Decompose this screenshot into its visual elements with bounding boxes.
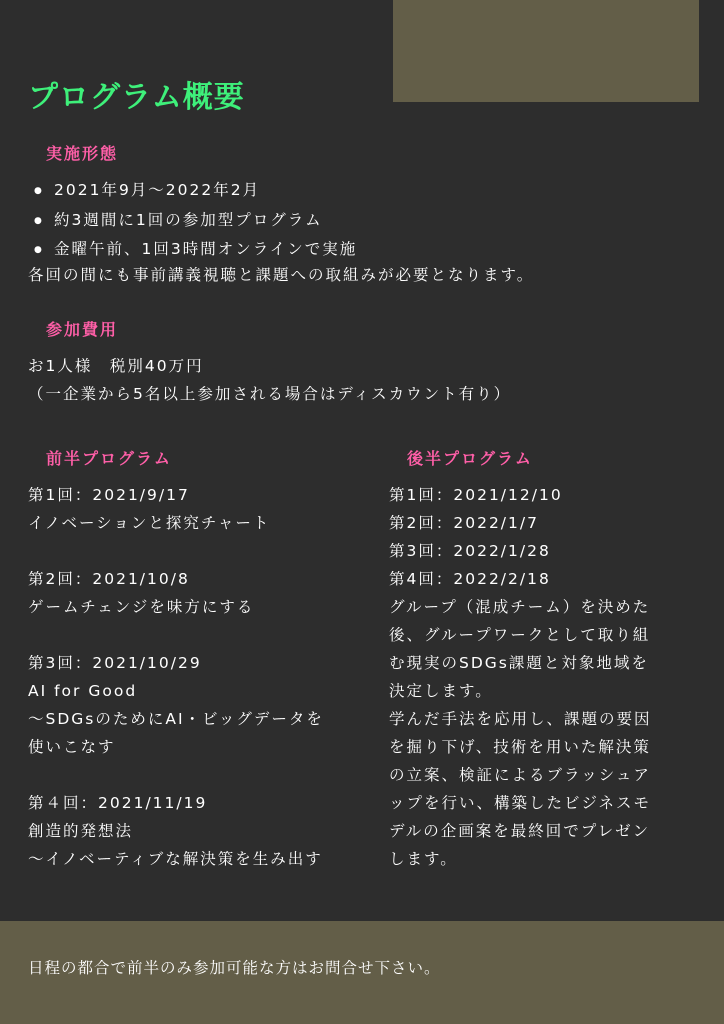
fee-heading: 参加費用 xyxy=(46,320,119,339)
description-line: を掘り下げ、技術を用いた解決策 xyxy=(389,738,651,756)
description-line: デルの企画案を最終回でプレゼン xyxy=(389,822,651,840)
description-line: 学んだ手法を応用し、課題の要因 xyxy=(389,710,652,728)
format-heading: 実施形態 xyxy=(46,144,119,163)
description-line: 後、グループワークとして取り組 xyxy=(389,626,651,644)
session-topic: 〜SDGsのためにAI・ビッグデータを xyxy=(28,710,324,728)
session-date: 第1回：2021/9/17 xyxy=(28,486,190,504)
session-date: 第4回：2022/2/18 xyxy=(389,570,551,588)
second-half-sessions xyxy=(389,481,652,873)
session-date: 第４回：2021/11/19 xyxy=(28,794,208,812)
description-line: の立案、検証によるブラッシュア xyxy=(389,766,651,784)
footer-note: 日程の都合で前半のみ参加可能な方はお問合せ下さい。 xyxy=(28,959,441,977)
description-line: 決定します。 xyxy=(389,682,493,700)
format-bullet: ● 金曜午前、1回3時間オンラインで実施 xyxy=(28,235,357,265)
description-line: グループ（混成チーム）を決めた xyxy=(389,598,651,616)
session-date: 第3回：2021/10/29 xyxy=(28,654,202,672)
session-topic: 使いこなす xyxy=(28,738,116,756)
fee-discount: （一企業から5名以上参加される場合はディスカウント有り） xyxy=(28,385,512,403)
first-half-heading: 前半プログラム xyxy=(46,449,172,468)
session-topic: イノベーションと探究チャート xyxy=(28,514,271,532)
session-date: 第2回：2022/1/7 xyxy=(389,514,539,532)
session-topic: 創造的発想法 xyxy=(28,822,134,840)
top-accent-block xyxy=(393,0,699,102)
format-note: 各回の間にも事前講義視聴と課題への取組みが必要となります。 xyxy=(28,266,535,284)
page-title: プログラム概要 xyxy=(28,80,245,115)
description-line: む現実のSDGs課題と対象地域を xyxy=(389,654,649,672)
session-date: 第1回：2021/12/10 xyxy=(389,486,563,504)
first-half-sessions xyxy=(28,481,324,873)
session-date: 第3回：2022/1/28 xyxy=(389,542,551,560)
format-bullet: ● 約3週間に1回の参加型プログラム xyxy=(28,206,357,236)
session-topic: ゲームチェンジを味方にする xyxy=(28,598,255,616)
session-topic: 〜イノベーティブな解決策を生み出す xyxy=(28,850,323,868)
format-bullet: ● 2021年9月〜2022年2月 xyxy=(28,176,357,206)
second-half-heading: 後半プログラム xyxy=(407,449,533,468)
description-line: ップを行い、構築したビジネスモ xyxy=(389,794,652,812)
session-topic: AI for Good xyxy=(28,682,138,700)
session-date: 第2回：2021/10/8 xyxy=(28,570,190,588)
description-line: します。 xyxy=(389,850,458,868)
format-bullet-list xyxy=(28,176,357,265)
fee-price: お1人様 税別40万円 xyxy=(28,357,204,375)
